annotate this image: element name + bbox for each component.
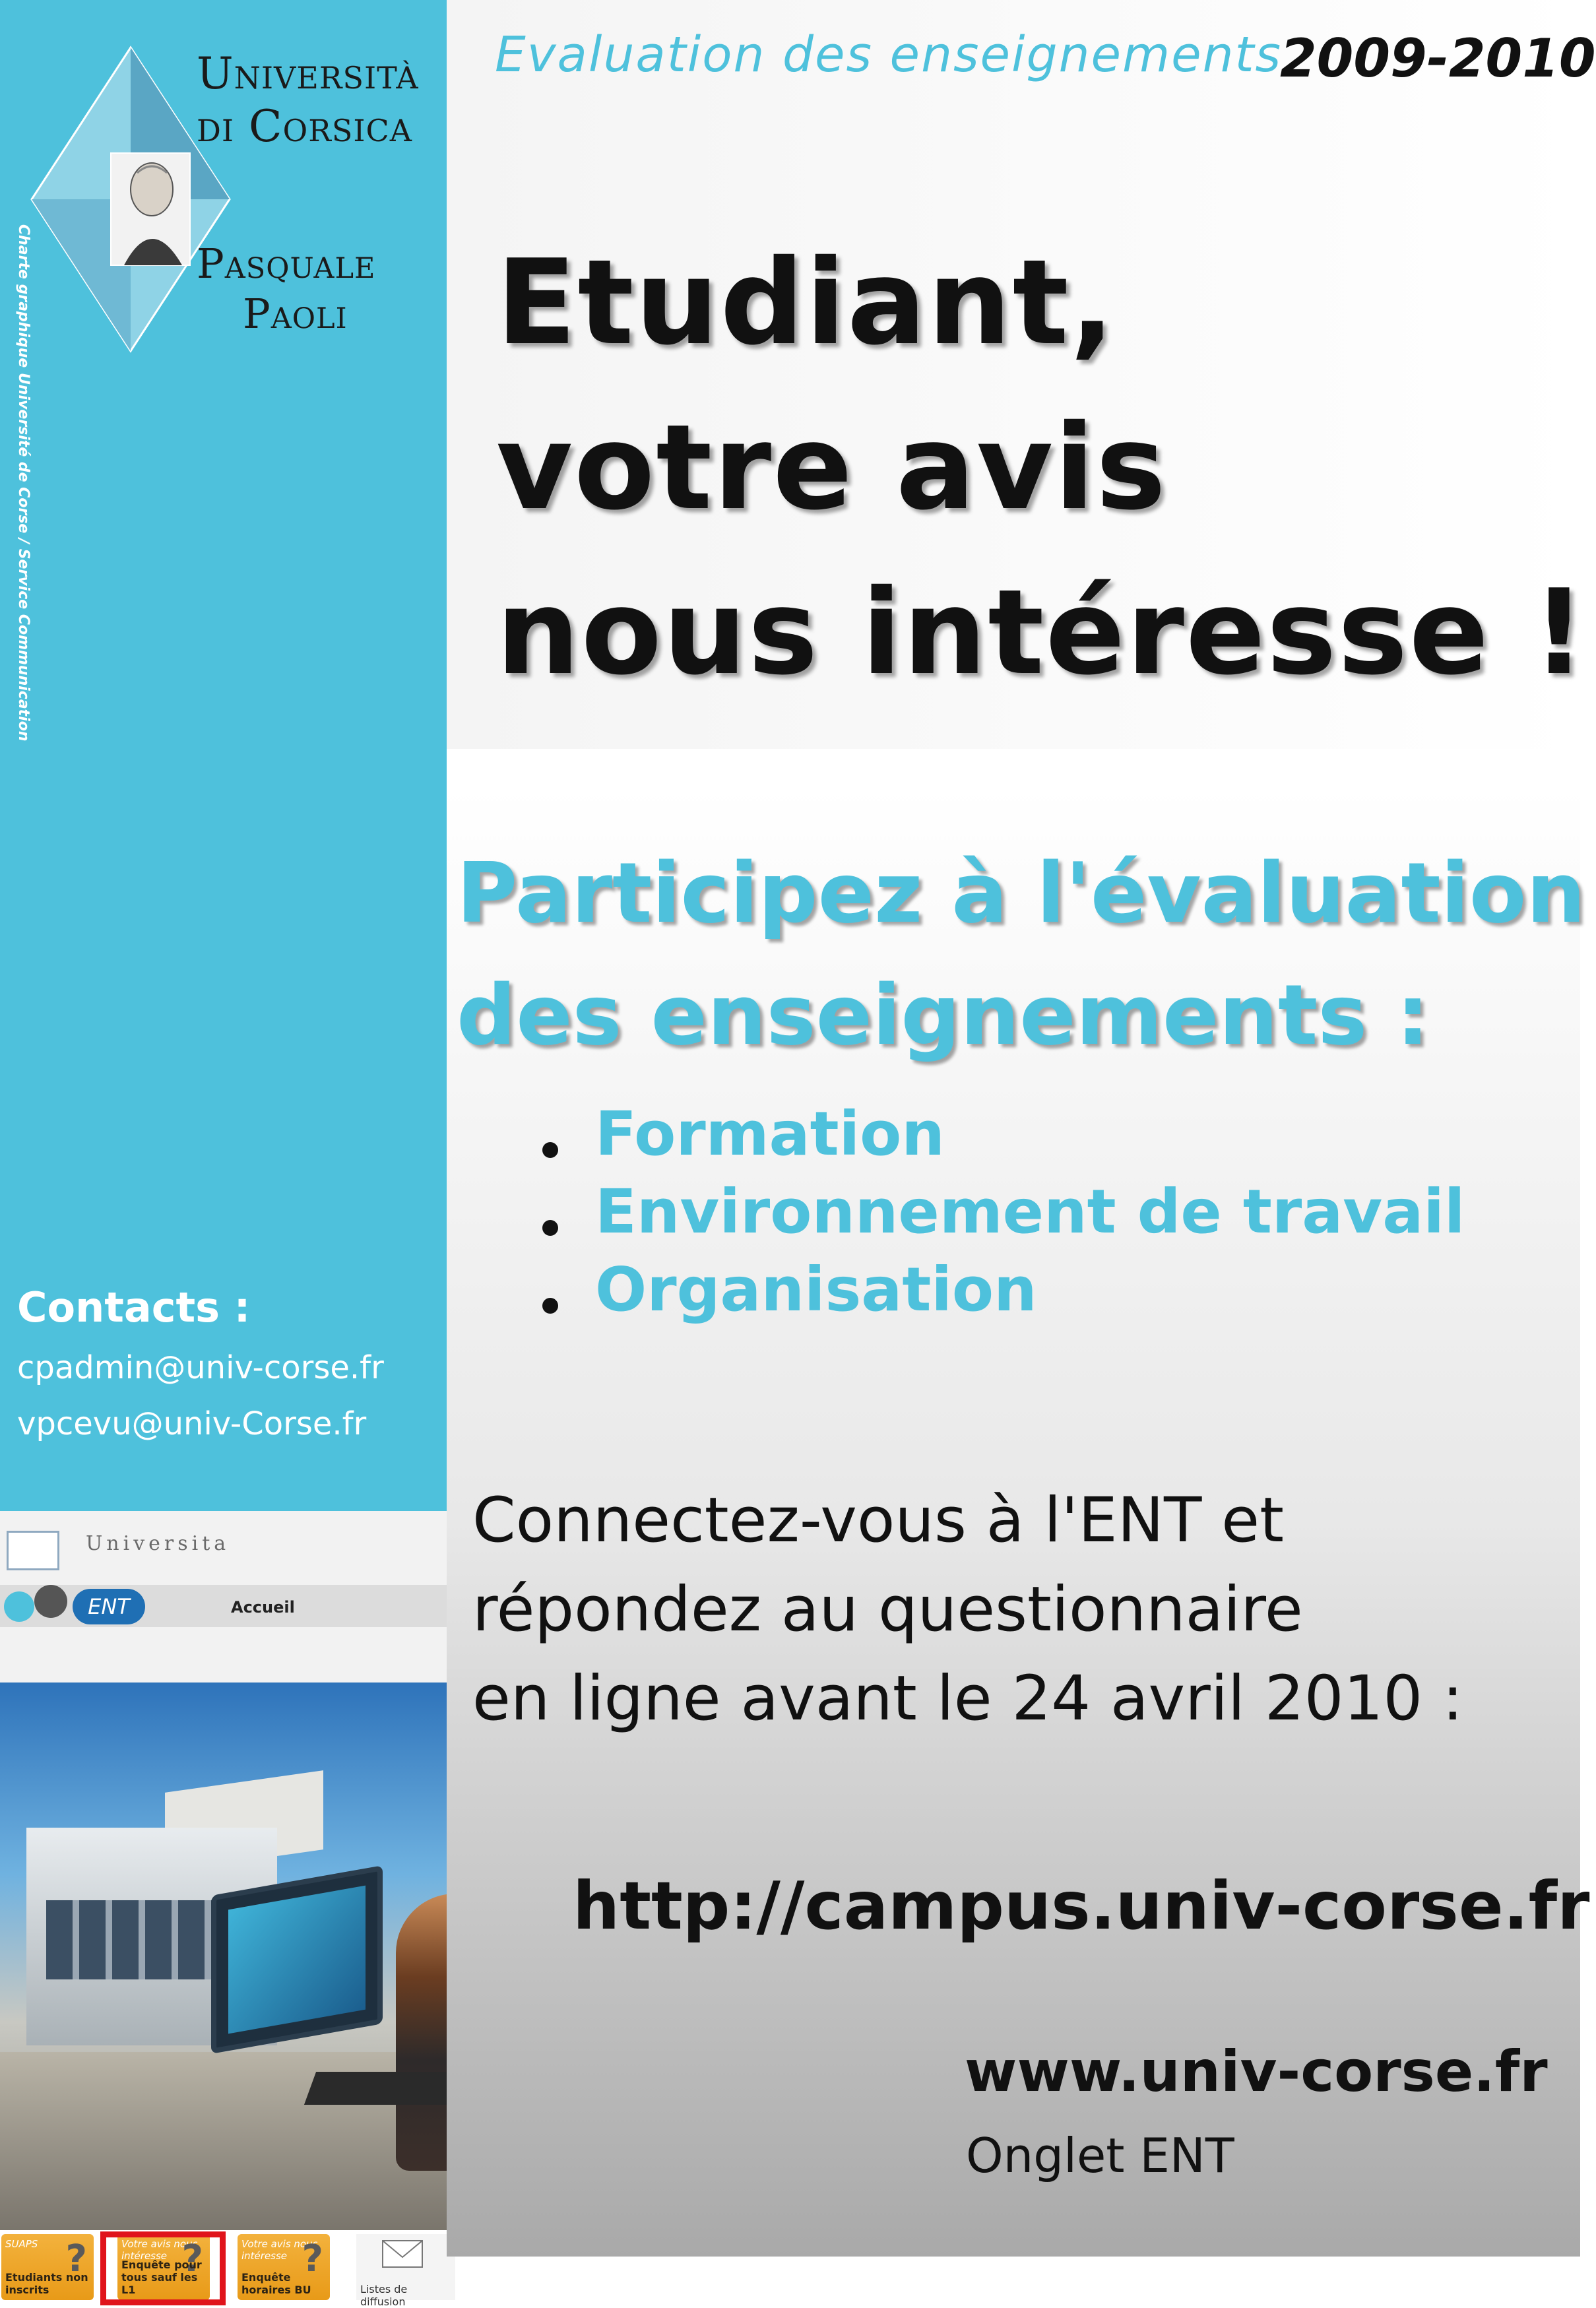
headline-line-2: votre avis: [496, 399, 1167, 536]
vertical-credit-text: Charte graphique Université de Corse / Service Communication: [15, 224, 32, 742]
ent-mini-logo-icon: [7, 1531, 59, 1570]
tile-highlight-frame: [100, 2231, 226, 2305]
website-note: Onglet ENT: [966, 2128, 1234, 2183]
cta-line-1: Participez à l'évaluation: [457, 845, 1586, 942]
question-icon: ?: [65, 2237, 87, 2280]
website-link[interactable]: www.univ-corse.fr: [965, 2039, 1548, 2105]
list-item: Environnement de travail: [528, 1176, 1465, 1254]
connect-line-1: Connectez-vous à l'ENT et: [472, 1485, 1284, 1556]
list-item: Organisation: [528, 1254, 1465, 1332]
contact-email-cpadmin[interactable]: cpadmin@univ-corse.fr: [17, 1349, 384, 1386]
headline-line-3: nous intéresse !: [496, 564, 1587, 701]
logo-line-universita: Università: [197, 48, 419, 99]
contacts-title: Contacts :: [17, 1283, 251, 1331]
evaluation-topics: [528, 1099, 1465, 1332]
tile-enquete-bu: Votre avis nous intéresse ? Enquête horaires BU: [238, 2234, 330, 2300]
contact-email-vpcevu[interactable]: vpcevu@univ-Corse.fr: [17, 1405, 367, 1442]
sidebar: [0, 0, 447, 2308]
ent-site-title: Universita: [86, 1532, 230, 1555]
cta-line-2: des enseignements :: [457, 967, 1430, 1064]
question-icon: ?: [181, 2237, 203, 2280]
question-icon: ?: [302, 2237, 323, 2280]
ent-nav-accueil: Accueil: [231, 1598, 295, 1617]
keyboard-icon: [304, 2072, 461, 2105]
ent-dot-icon: [4, 1591, 34, 1622]
ent-badge: ENT: [73, 1589, 145, 1624]
tile-enquete-l1: Votre avis nous intéresse ? Enquête pour tous sauf les L1: [117, 2234, 210, 2300]
monitor-icon: [211, 1865, 383, 2054]
connect-line-3: en ligne avant le 24 avril 2010 :: [472, 1663, 1463, 1735]
university-logo: [32, 48, 428, 351]
tagline-year: 2009-2010: [1280, 28, 1596, 89]
logo-line-pasquale: Pasquale: [197, 240, 376, 288]
envelope-icon: [356, 2234, 455, 2280]
logo-line-corsica: di Corsica: [197, 101, 412, 152]
connect-line-2: répondez au questionnaire: [472, 1574, 1303, 1646]
vertical-credit: [9, 224, 33, 752]
tagline: Evaluation des enseignements: [495, 26, 1283, 83]
list-item: Formation: [528, 1099, 1465, 1176]
headline-line-1: Etudiant,: [496, 234, 1116, 371]
campus-url-link[interactable]: http://campus.univ-corse.fr: [573, 1867, 1590, 1944]
logo-line-paoli: Paoli: [243, 290, 348, 338]
ent-dot-icon: [34, 1585, 67, 1618]
tile-suaps: SUAPS ? Etudiants non inscrits: [1, 2234, 94, 2300]
tile-mailing-lists: Listes de diffusion: [356, 2234, 455, 2300]
